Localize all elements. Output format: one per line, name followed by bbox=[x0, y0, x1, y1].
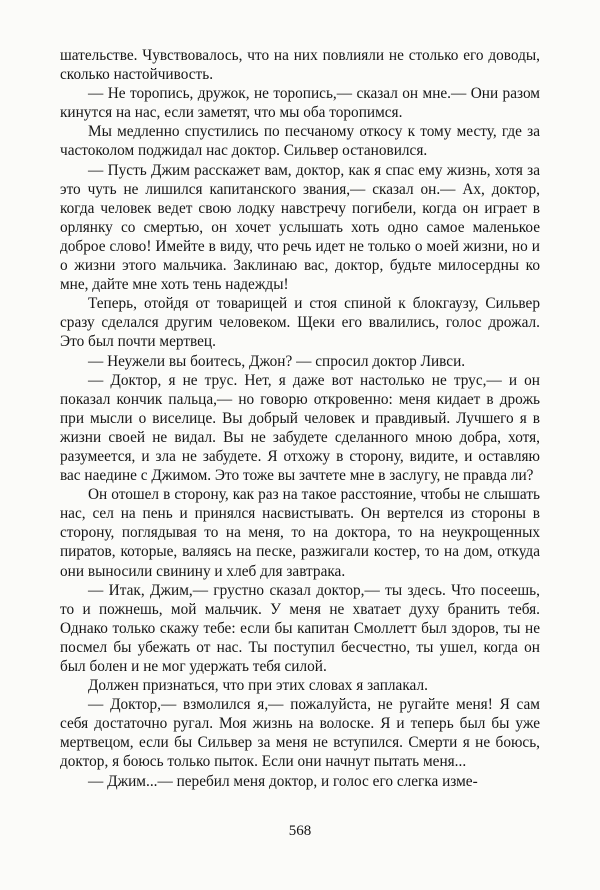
paragraph: — Итак, Джим,— грустно сказал доктор,— ты здесь. Что посеешь, то и пожнешь, мой мальчик. У меня не хватает духу бранить тебя. Однако только скажу тебе: если бы капитан Смоллетт был здоров, ты не посмел бы убежать от нас. Ты поступил бесчестно, ты ушел, когда он был болен и не мог удержать тебя силой. bbox=[60, 581, 540, 675]
page-body-text bbox=[60, 46, 540, 791]
paragraph: Теперь, отойдя от товарищей и стоя спиной к блокгаузу, Сильвер сразу сделался другим человеком. Щеки его ввалились, голос дрожал. Это был почти мертвец. bbox=[60, 295, 540, 351]
paragraph: — Не торопись, дружок, не торопись,— сказал он мне.— Они разом кинутся на нас, если заметят, что мы оба торопимся. bbox=[60, 85, 540, 122]
paragraph: шательстве. Чувствовалось, что на них повлияли не столько его доводы, сколько настойчивость. bbox=[60, 47, 540, 84]
paragraph: — Доктор, я не трус. Нет, я даже вот настолько не трус,— и он показал кончик пальца,— но говорю откровенно: меня кидает в дрожь при мысли о виселице. Вы добрый человек и правдивый. Лучшего я в жизни своей не видал. Вы не забудете сделанного мною добра, хотя, разумеется, и зла не забудете. Я отхожу в сторону, видите, и оставляю вас наедине с Джимом. Это тоже вы зачтете мне в заслугу, не правда ли? bbox=[60, 371, 540, 485]
paragraph: — Неужели вы боитесь, Джон? — спросил доктор Ливси. bbox=[88, 352, 466, 370]
paragraph: — Джим...— перебил меня доктор, и голос его слегка изме- bbox=[88, 772, 478, 790]
paragraph: — Пусть Джим расскажет вам, доктор, как я спас ему жизнь, хотя за это чуть не лишился капитанского звания,— сказал он.— Ах, доктор, когда человек ведет свою лодку навстречу погибели, когда он играет в орлянку со смертью, он хочет услышать хоть одно самое маленькое доброе слово! Имейте в виду, что речь идет не только о моей жизни, но и о жизни этого мальчика. Заклинаю вас, доктор, будьте милосердны ко мне, дайте мне хоть тень надежды! bbox=[60, 161, 540, 294]
paragraph: — Доктор,— взмолился я,— пожалуйста, не ругайте меня! Я сам себя достаточно ругал. Моя жизнь на волоске. Я и теперь был бы уже мертвецом, если бы Сильвер за меня не вступился. Смерти я не боюсь, доктор, я боюсь только пыток. Если они начнут пытать меня... bbox=[60, 696, 540, 771]
paragraph: Мы медленно спустились по песчаному откосу к тому месту, где за частоколом поджидал нас доктор. Сильвер остановился. bbox=[60, 123, 540, 160]
paragraph: Он отошел в сторону, как раз на такое расстояние, чтобы не слышать нас, сел на пень и принялся насвистывать. Он вертелся из стороны в сторону, поглядывая то на меня, то на доктора, то на неукрощенных пиратов, которые, валяясь на песке, разжигали костер, то на дом, откуда они выносили свинину и хлеб для завтрака. bbox=[60, 486, 540, 580]
page-number: 568 bbox=[288, 823, 312, 839]
paragraph: Должен признаться, что при этих словах я заплакал. bbox=[88, 677, 428, 695]
